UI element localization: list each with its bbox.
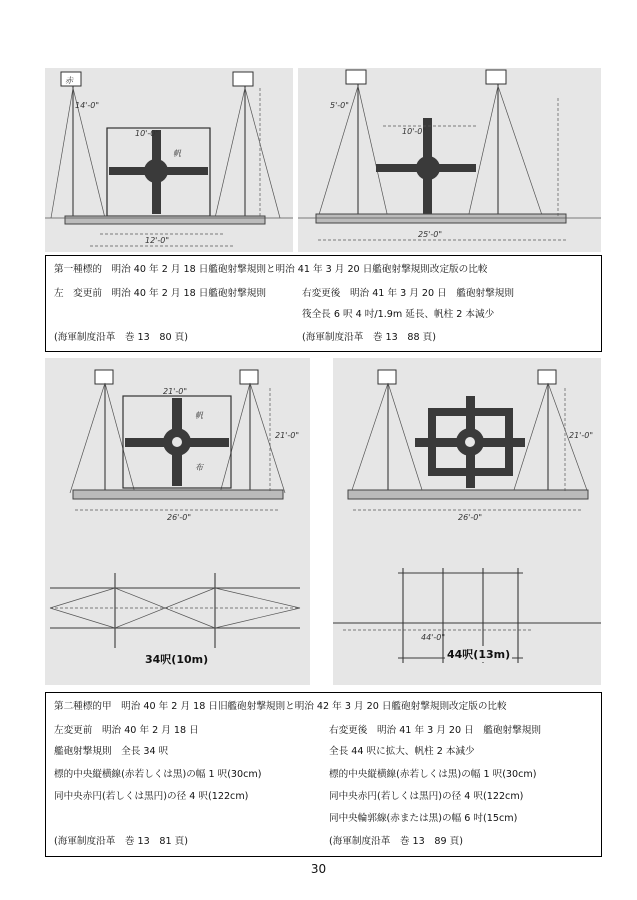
caption2-left-line: 標的中央縦横線(赤若しくは黒)の幅 1 呎(30cm) <box>54 769 262 780</box>
figure-target-3-drawing <box>45 358 310 685</box>
caption2-left-line: 同中央赤円(若しくは黒円)の径 4 呎(122cm) <box>54 791 249 802</box>
fig1-dim-height: 14'-0" <box>75 101 100 110</box>
caption2-source-right: (海軍制度沿革 巻 13 89 頁) <box>329 836 463 847</box>
caption2-right-line: 全長 44 呎に拡大、帆柱 2 本減少 <box>329 746 475 757</box>
fig4-dim-width: 26'-0" <box>458 513 483 522</box>
figure-target-4-drawing <box>333 358 601 685</box>
fig4-size-label: 44呎(13m) <box>447 648 511 661</box>
caption1-source-right: (海軍制度沿革 巻 13 88 頁) <box>302 332 436 343</box>
fig3-size-label: 34呎(10m) <box>145 653 209 666</box>
caption-box-1 <box>45 255 602 352</box>
fig4-dim-height: 21'-0" <box>569 431 594 440</box>
fig2-dim-height: 5'-0" <box>330 101 349 110</box>
fig3-dim-top: 21'-0" <box>163 387 188 396</box>
fig3-dim-height: 21'-0" <box>275 431 300 440</box>
caption2-left-line: 左変更前 明治 40 年 2 月 18 日 <box>54 725 199 736</box>
fig3-dim-width: 26'-0" <box>167 513 192 522</box>
caption1-title: 第一種標的 明治 40 年 2 月 18 日艦砲射撃規則と明治 41 年 3 月 20 日艦砲射撃規則改定版の比較 <box>54 264 488 275</box>
figure-target-1-before <box>45 68 293 252</box>
caption-box-2 <box>45 692 602 857</box>
caption2-source-left: (海軍制度沿革 巻 13 81 頁) <box>54 836 188 847</box>
caption2-right-line: 同中央赤円(若しくは黒円)の径 4 呎(122cm) <box>329 791 524 802</box>
caption1-line3-right: 筏全長 6 呎 4 吋/1.9m 延長、帆柱 2 本減少 <box>302 309 495 320</box>
figure-target-1-drawing <box>45 68 293 252</box>
page-number: 30 <box>310 862 327 876</box>
caption2-right-line: 同中央輪郭線(赤または黒)の幅 6 吋(15cm) <box>329 813 518 824</box>
figure-target-2-after <box>333 358 601 685</box>
fig2-dim-width: 25'-0" <box>418 230 443 239</box>
fig1-sail-label: 帆 <box>173 149 181 158</box>
caption1-line-left: 左 変更前 明治 40 年 2 月 18 日艦砲射撃規則 <box>54 288 266 299</box>
caption2-left-line: 艦砲射撃規則 全長 34 呎 <box>54 746 169 757</box>
fig4-dim-plan: 44'-0" <box>421 633 446 642</box>
fig1-flag-glyph: 赤 <box>65 76 73 85</box>
fig1-dim-inner: 10'-0" <box>135 129 160 138</box>
caption1-source-left: (海軍制度沿革 巻 13 80 頁) <box>54 332 188 343</box>
caption2-right-line: 標的中央縦横線(赤若しくは黒)の幅 1 呎(30cm) <box>329 769 537 780</box>
figure-target-2-before <box>45 358 310 685</box>
fig2-dim-inner: 10'-0" <box>402 127 427 136</box>
caption1-line-right: 右変更後 明治 41 年 3 月 20 日 艦砲射撃規則 <box>302 288 514 299</box>
caption2-right-line: 右変更後 明治 41 年 3 月 20 日 艦砲射撃規則 <box>329 725 541 736</box>
figure-target-1-after <box>298 68 601 252</box>
fig3-sail-label: 帆 <box>195 411 203 420</box>
figure-target-2-drawing <box>298 68 601 252</box>
fig3-sail-label2: 布 <box>195 463 203 472</box>
fig1-dim-width: 12'-0" <box>145 236 170 245</box>
caption2-title: 第二種標的甲 明治 40 年 2 月 18 日旧艦砲射撃規則と明治 42 年 3 月 20 日艦砲射撃規則改定版の比較 <box>54 701 507 712</box>
